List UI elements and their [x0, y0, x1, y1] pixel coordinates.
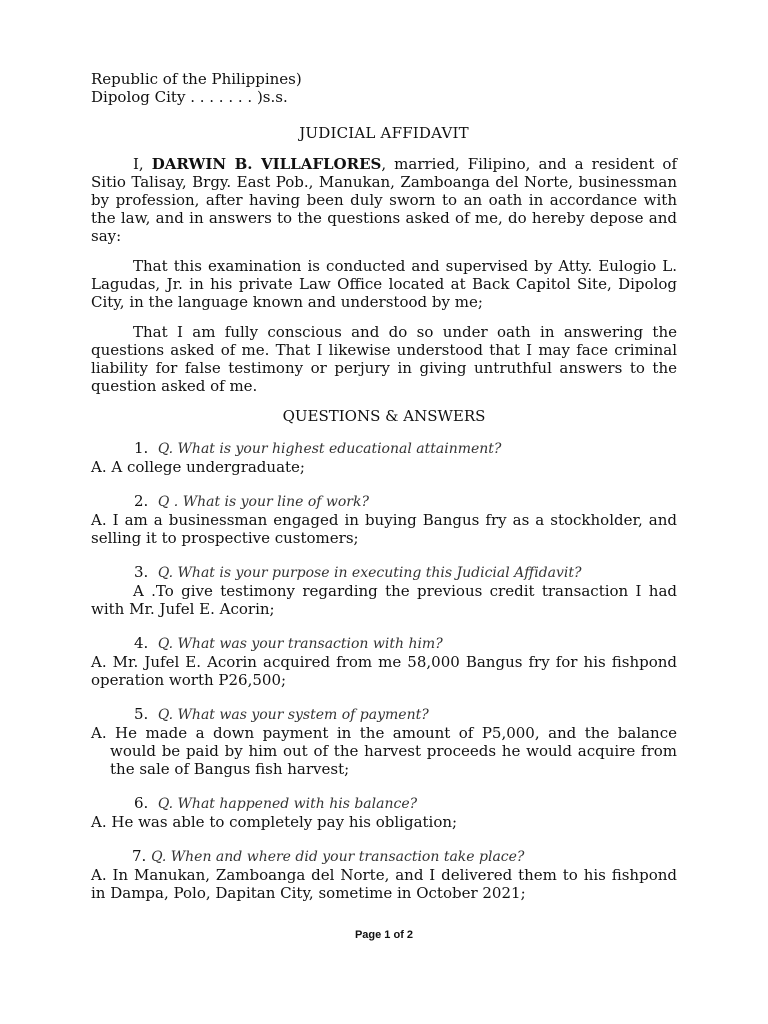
- question-number: 7.: [132, 847, 147, 865]
- question-item: [91, 439, 677, 458]
- question-item: [91, 705, 677, 724]
- question-text: Q. What is your purpose in executing this Judicial Affidavit?: [157, 565, 582, 581]
- qa-section-heading: QUESTIONS & ANSWERS: [282, 407, 486, 425]
- question-item: [91, 634, 677, 653]
- header-line-city: Dipolog City . . . . . . . )s.s.: [91, 88, 288, 106]
- answer-text: A. A college undergraduate;: [91, 458, 305, 476]
- answer-text: A .To give testimony regarding the previous credit transaction I had with Mr. Jufel E. Acorin;: [91, 582, 677, 618]
- question-number: 6.: [134, 794, 149, 812]
- question-text: Q . What is your line of work?: [157, 494, 369, 510]
- header-line-republic: Republic of the Philippines): [91, 70, 302, 88]
- question-number: 5.: [134, 705, 149, 723]
- oath-paragraph: That I am fully conscious and do so under oath in answering the questions asked of me. That I likewise understood that I may face criminal liability for false testimony or perjury in giving untruthful answers to the question asked of me.: [91, 323, 677, 395]
- question-text: Q. What happened with his balance?: [157, 796, 418, 812]
- intro-suffix: , married, Filipino, and a resident of Sitio Talisay, Brgy. East Pob., Manukan, Zamboanga del Norte, businessman by profession, after having been duly sworn to an oath in accordance with the law, and in answers to the questions asked of me, do hereby depose and say:: [91, 155, 677, 245]
- page-number: Page 1 of 2: [354, 929, 414, 941]
- document-title: JUDICIAL AFFIDAVIT: [299, 124, 469, 142]
- answer-text: A. I am a businessman engaged in buying Bangus fry as a stockholder, and selling it to prospective customers;: [91, 511, 677, 547]
- question-number: 3.: [134, 563, 149, 581]
- answer-text: A. He made a down payment in the amount of P5,000, and the balance would be paid by him out of the harvest proceeds he would acquire from the sale of Bangus fish harvest;: [91, 724, 677, 778]
- question-number: 2.: [134, 492, 149, 510]
- question-text: Q. What was your system of payment?: [157, 707, 429, 723]
- question-item: [91, 563, 677, 582]
- question-text: Q. What was your transaction with him?: [157, 636, 443, 652]
- answer-text: A. In Manukan, Zamboanga del Norte, and I delivered them to his fishpond in Dampa, Polo, Dapitan City, sometime in October 2021;: [91, 866, 677, 902]
- answer-text: A. He was able to completely pay his obligation;: [91, 813, 458, 831]
- question-item: [91, 847, 677, 866]
- affidavit-body: [91, 70, 677, 918]
- affiant-name: DARWIN B. VILLAFLORES: [151, 155, 382, 173]
- examination-paragraph: That this examination is conducted and supervised by Atty. Eulogio L. Lagudas, Jr. in his private Law Office located at Back Capitol Site, Dipolog City, in the language known and understood by me;: [91, 257, 677, 311]
- answer-text: A. Mr. Jufel E. Acorin acquired from me 58,000 Bangus fry for his fishpond operation worth P26,500;: [91, 653, 677, 689]
- question-item: [91, 794, 677, 813]
- question-text: Q. When and where did your transaction take place?: [151, 849, 525, 865]
- intro-prefix: I,: [133, 155, 152, 173]
- question-number: 1.: [134, 439, 149, 457]
- question-item: [91, 492, 677, 511]
- question-number: 4.: [134, 634, 149, 652]
- question-text: Q. What is your highest educational attainment?: [157, 441, 502, 457]
- intro-paragraph: [91, 155, 677, 245]
